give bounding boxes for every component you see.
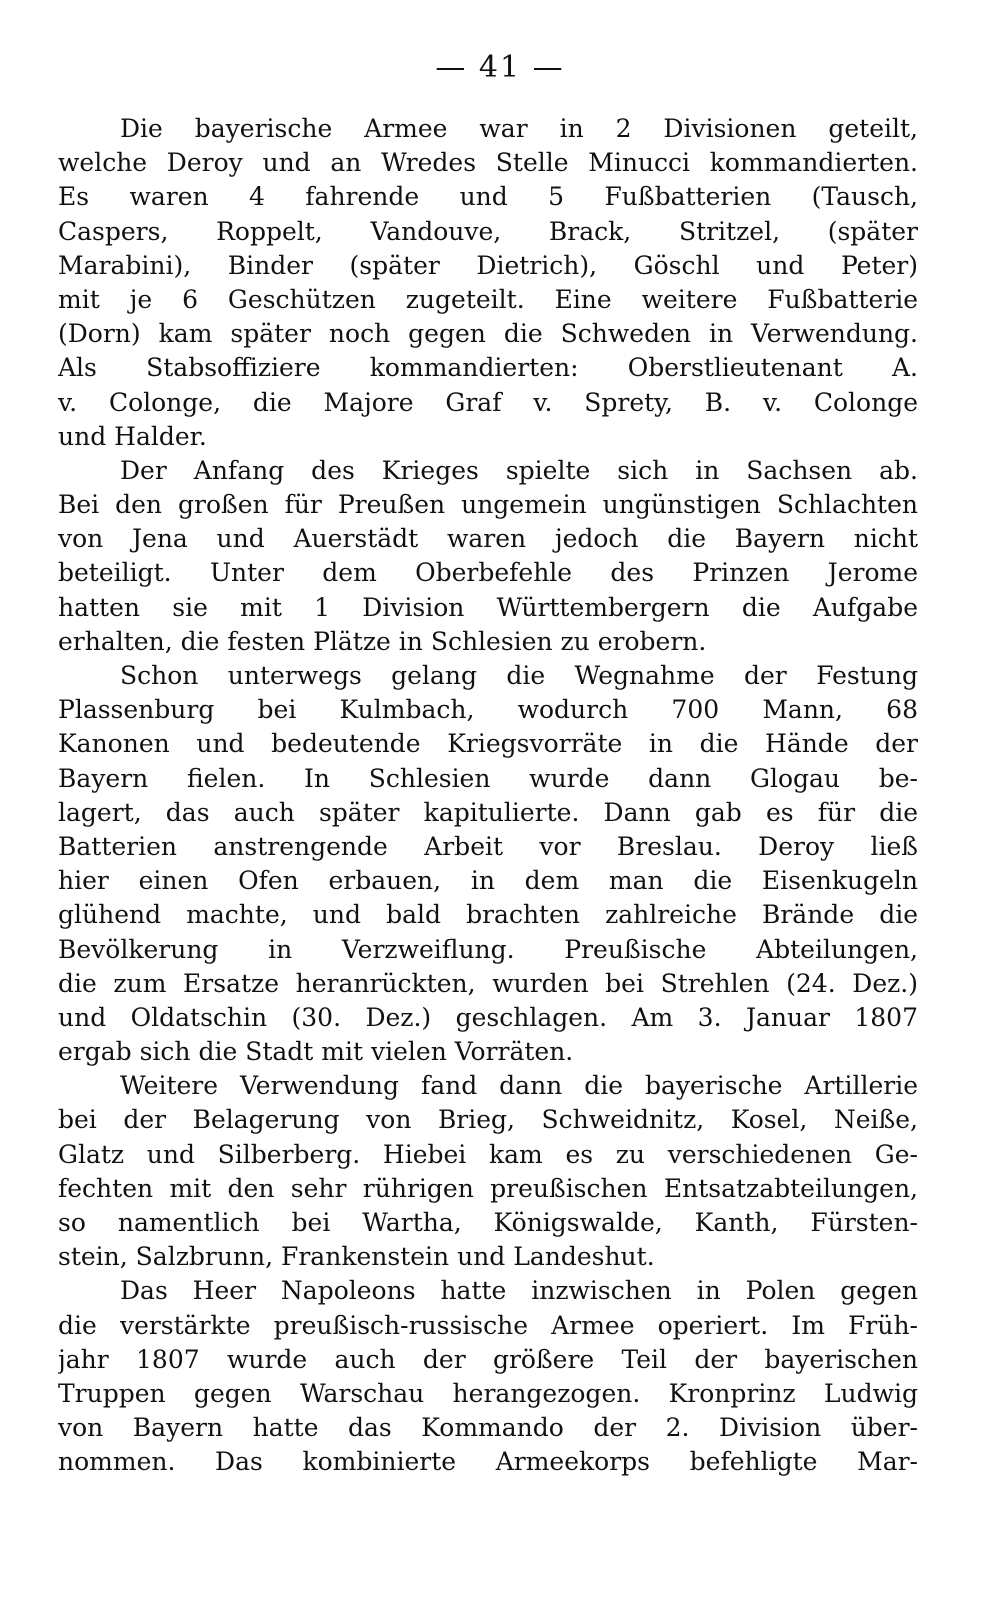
text-line: beteiligt. Unter dem Oberbefehle des Prinzen Jerome [58,558,918,588]
text-line: stein, Salzbrunn, Frankenstein und Landeshut. [58,1242,655,1272]
text-line: (Dorn) kam später noch gegen die Schweden in Verwendung. [58,319,918,349]
text-line: Kanonen und bedeutende Kriegsvorräte in die Hände der [58,729,918,759]
text-line: welche Deroy und an Wredes Stelle Minucci kommandierten. [58,148,918,178]
text-line: v. Colonge, die Majore Graf v. Sprety, B. v. Colonge [58,387,918,417]
text-line: Das Heer Napoleons hatte inzwischen in Polen gegen [120,1276,918,1306]
text-line: die verstärkte preußisch-russische Armee operiert. Im Früh- [58,1310,918,1340]
text-line: Als Stabsoffiziere kommandierten: Oberstlieutenant A. [58,353,918,383]
text-line: Schon unterwegs gelang die Wegnahme der Festung [120,661,918,690]
text-line: fechten mit den sehr rührigen preußischen Entsatzabteilungen, [58,1173,918,1203]
text-line: glühend machte, und bald brachten zahlreiche Brände die [58,900,918,930]
page-number: — 41 — [435,50,565,85]
text-line: hier einen Ofen erbauen, in dem man die Eisenkugeln [58,866,918,896]
text-line: Der Anfang des Krieges spielte sich in Sachsen ab. [120,455,918,485]
text-line: Marabini), Binder (später Dietrich), Göschl und Peter) [58,250,918,280]
text-line: Bevölkerung in Verzweiflung. Preußische Abteilungen, [58,934,918,964]
text-line: Caspers, Roppelt, Vandouve, Brack, Stritzel, (später [58,216,918,246]
text-line: Bei den großen für Preußen ungemein ungünstigen Schlachten [58,490,918,520]
text-line: von Jena und Auerstädt waren jedoch die Bayern nicht [58,524,918,554]
text-line: und Halder. [58,421,207,451]
text-line: Glatz und Silberberg. Hiebei kam es zu verschiedenen Ge- [58,1139,918,1169]
text-line: nommen. Das kombinierte Armeekorps befehligte Mar- [58,1447,918,1477]
text-line: Batterien anstrengende Arbeit vor Breslau. Deroy ließ [58,831,918,861]
text-line: Bayern fielen. In Schlesien wurde dann Glogau be- [58,763,918,793]
text-line: und Oldatschin (30. Dez.) geschlagen. Am 3. Januar 1807 [58,1002,918,1032]
text-line: Die bayerische Armee war in 2 Divisionen geteilt, [120,114,918,143]
body-text [58,112,918,1480]
text-line: von Bayern hatte das Kommando der 2. Division über- [58,1413,918,1443]
text-line: lagert, das auch später kapitulierte. Dann gab es für die [58,797,918,827]
text-line: bei der Belagerung von Brieg, Schweidnitz, Kosel, Neiße, [58,1105,918,1135]
text-line: mit je 6 Geschützen zugeteilt. Eine weitere Fußbatterie [58,284,918,314]
text-line: so namentlich bei Wartha, Königswalde, Kanth, Fürsten- [58,1208,918,1237]
text-line: Truppen gegen Warschau herangezogen. Kronprinz Ludwig [58,1378,918,1408]
text-line: ergab sich die Stadt mit vielen Vorräten. [58,1037,574,1067]
text-line: die zum Ersatze heranrückten, wurden bei Strehlen (24. Dez.) [58,968,918,998]
text-line: jahr 1807 wurde auch der größere Teil der bayerischen [58,1344,918,1374]
text-line: erhalten, die festen Plätze in Schlesien zu erobern. [58,626,707,656]
text-line: Weitere Verwendung fand dann die bayerische Artillerie [120,1071,918,1101]
text-line: Plassenburg bei Kulmbach, wodurch 700 Mann, 68 [58,695,918,725]
text-line: hatten sie mit 1 Division Württembergern die Aufgabe [58,592,918,622]
text-line: Es waren 4 fahrende und 5 Fußbatterien (Tausch, [58,182,918,212]
